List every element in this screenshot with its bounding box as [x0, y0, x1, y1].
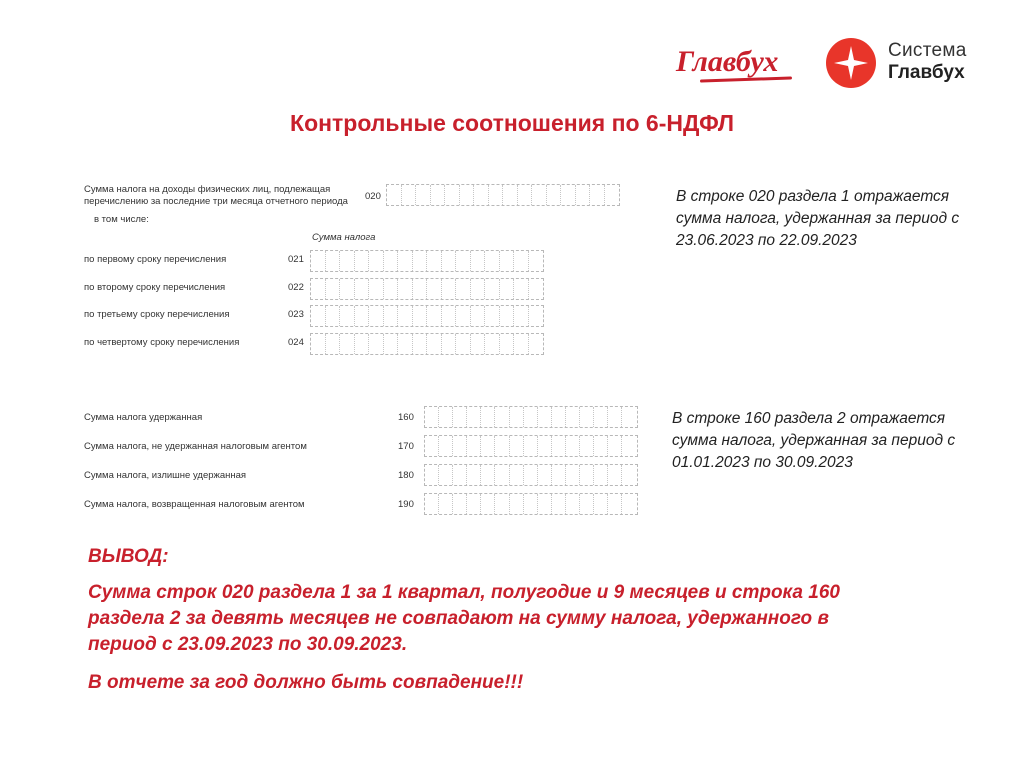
s2-row-cells	[424, 493, 638, 515]
s1-row-label: по четвертому сроку перечисления	[84, 337, 240, 348]
s1-column-label: Сумма налога	[312, 232, 376, 243]
note2-line: 01.01.2023 по 30.09.2023	[672, 454, 853, 471]
note2-line: В строке 160 раздела 2 отражается	[672, 410, 946, 427]
note2-line: сумма налога, удержанная за период с	[672, 432, 956, 449]
s2-row-cells	[424, 406, 638, 428]
note1-line: В строке 020 раздела 1 отражается	[676, 188, 950, 205]
s1-row-cells	[310, 305, 544, 327]
conclusion-body	[88, 580, 988, 658]
glavbukh-logo-text: Главбух	[676, 45, 779, 78]
glavbukh-logo	[676, 34, 798, 90]
s1-row-code: 024	[288, 337, 304, 348]
s1-row-code: 022	[288, 282, 304, 293]
sistema-logo-line2: Главбух	[888, 62, 965, 83]
conclusion-final: В отчете за год должно быть совпадение!!!	[88, 672, 524, 693]
s2-row-code: 160	[398, 412, 414, 423]
s1-header-line2: перечислению за последние три месяца отчетного периода	[84, 196, 348, 207]
conclusion-line: период с 23.09.2023 по 30.09.2023.	[88, 634, 408, 655]
sistema-star-icon	[826, 38, 876, 88]
s2-row-cells	[424, 464, 638, 486]
s1-row-cells	[310, 333, 544, 355]
s1-header-line1: Сумма налога на доходы физических лиц, подлежащая	[84, 184, 331, 195]
s2-row-label: Сумма налога, не удержанная налоговым агентом	[84, 441, 307, 452]
s1-row-label: по второму сроку перечисления	[84, 282, 226, 293]
s2-row-code: 180	[398, 470, 414, 481]
s1-row-label: по третьему сроку перечисления	[84, 309, 230, 320]
s1-in-total: в том числе:	[94, 214, 149, 225]
s1-row-cells	[310, 278, 544, 300]
note1-line: сумма налога, удержанная за период с	[676, 210, 960, 227]
conclusion-heading: ВЫВОД:	[88, 546, 169, 567]
note-section2	[672, 408, 1002, 474]
s1-row-code: 021	[288, 254, 304, 265]
page-title: Контрольные соотношения по 6-НДФЛ	[290, 110, 734, 136]
conclusion-line: Сумма строк 020 раздела 1 за 1 квартал, полугодие и 9 месяцев и строка 160	[88, 582, 840, 603]
s2-row-code: 190	[398, 499, 414, 510]
note1-line: 23.06.2023 по 22.09.2023	[676, 232, 857, 249]
s2-row-label: Сумма налога, возвращенная налоговым агентом	[84, 499, 305, 510]
conclusion-line: раздела 2 за девять месяцев не совпадают на сумму налога, удержанного в	[88, 608, 829, 629]
s1-row-label: по первому сроку перечисления	[84, 254, 227, 265]
note-section1	[676, 186, 1006, 252]
s2-row-label: Сумма налога, излишне удержанная	[84, 470, 247, 481]
s2-row-cells	[424, 435, 638, 457]
s1-header-code: 020	[365, 191, 381, 202]
s1-row-code: 023	[288, 309, 304, 320]
sistema-logo-line1: Система	[888, 40, 967, 61]
s2-row-label: Сумма налога удержанная	[84, 412, 203, 423]
s2-row-code: 170	[398, 441, 414, 452]
s1-row-cells	[310, 250, 544, 272]
s1-header-cells	[386, 184, 620, 206]
